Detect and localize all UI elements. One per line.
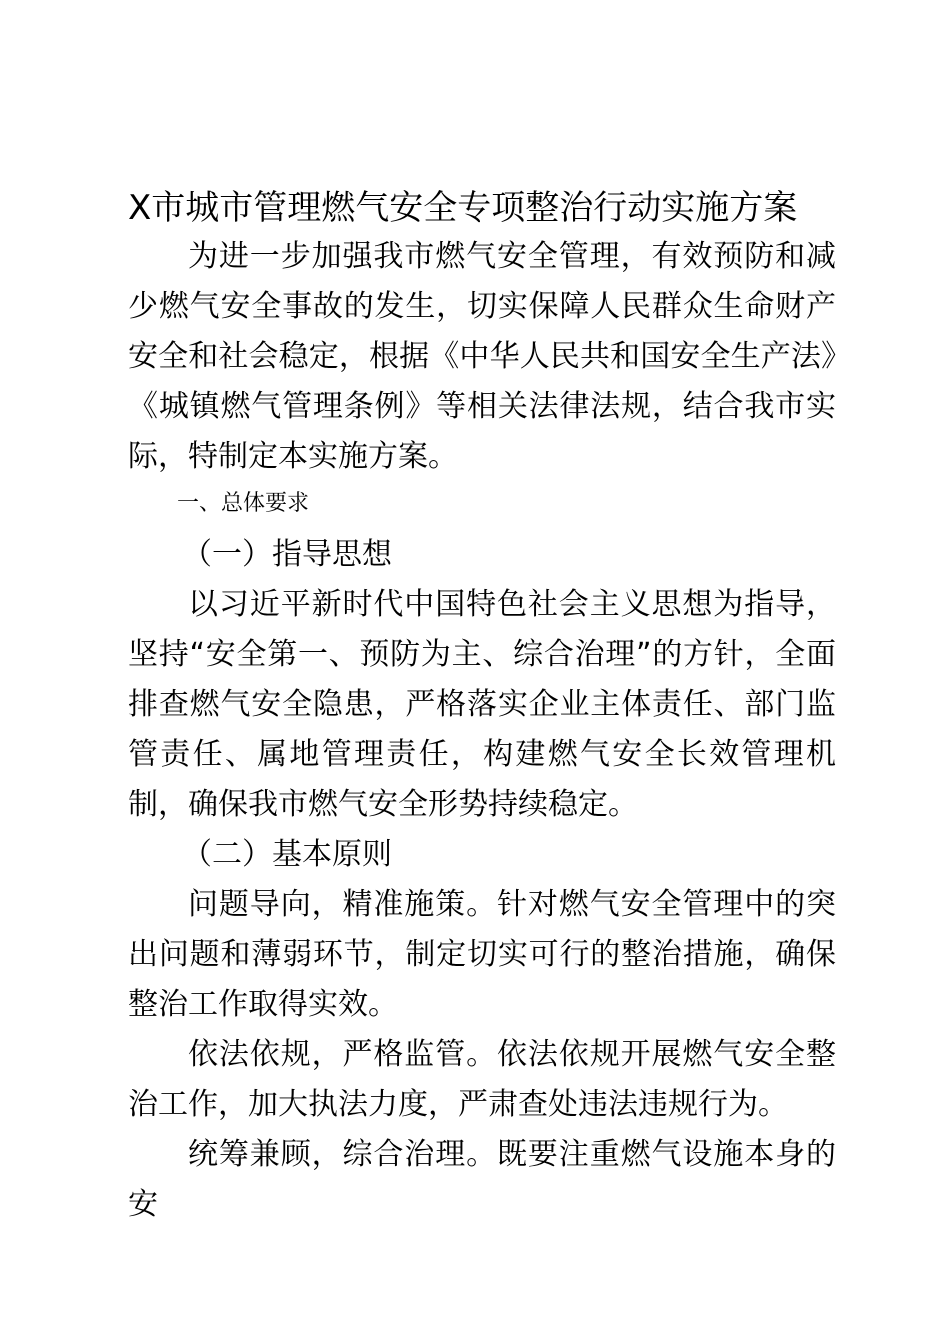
principle-paragraph-lawful-regulation: 依法依规，严格监管。依法依规开展燃气安全整治工作，加大执法力度，严肃查处违法违规行为。 (128, 1037, 836, 1122)
section-heading-general-requirements: 一、总体要求 (177, 491, 310, 516)
principle-paragraph-problem-oriented: 问题导向，精准施策。针对燃气安全管理中的突出问题和薄弱环节，制定切实可行的整治措施，确保整治工作取得实效。 (128, 887, 836, 1022)
principle-paragraph-comprehensive-governance: 统筹兼顾，综合治理。既要注重燃气设施本身的安 (128, 1137, 836, 1222)
document-title: X市城市管理燃气安全专项整治行动实施方案 (128, 188, 798, 228)
guiding-ideology-paragraph: 以习近平新时代中国特色社会主义思想为指导，坚持“安全第一、预防为主、综合治理”的方针，全面排查燃气安全隐患，严格落实企业主体责任、部门监管责任、属地管理责任，构建燃气安全长效管理机制，确保我市燃气安全形势持续稳定。 (128, 587, 836, 822)
intro-paragraph: 为进一步加强我市燃气安全管理，有效预防和减少燃气安全事故的发生，切实保障人民群众生命财产安全和社会稳定，根据《中华人民共和国安全生产法》《城镇燃气管理条例》等相关法律法规，结合我市实际，特制定本实施方案。 (128, 239, 836, 474)
subheading-guiding-ideology: （一）指导思想 (182, 537, 392, 572)
subheading-basic-principles: （二）基本原则 (182, 837, 392, 872)
